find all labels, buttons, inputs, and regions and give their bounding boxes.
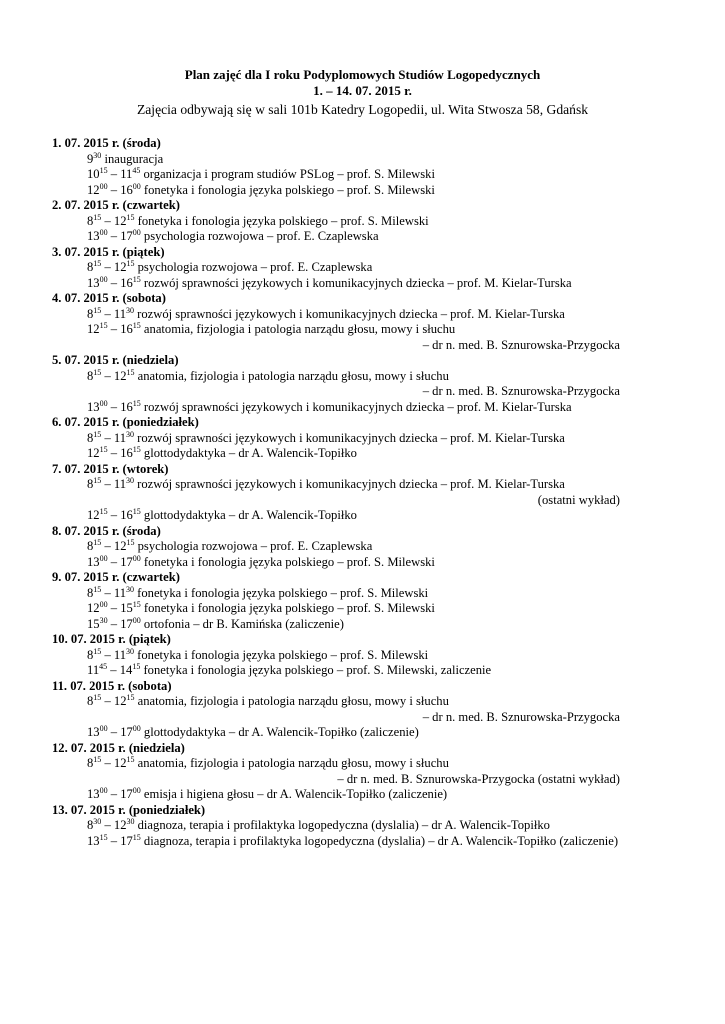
- document-header: [0, 67, 725, 119]
- start-hour: 13: [87, 554, 100, 569]
- end-minutes: 30: [126, 429, 135, 439]
- schedule-entry: [52, 756, 672, 772]
- schedule-entry: [52, 834, 672, 850]
- end-hour: 14: [119, 663, 133, 677]
- entry-text: ortofonia – dr B. Kamińska (zaliczenie): [140, 616, 344, 631]
- day-heading: 10. 07. 2015 r. (piątek): [52, 632, 171, 646]
- schedule-entry: [52, 508, 672, 524]
- start-minutes: 00: [99, 398, 108, 408]
- start-hour: 13: [87, 833, 100, 848]
- start-minutes: 15: [93, 305, 102, 315]
- schedule: [52, 136, 672, 849]
- day-block: [52, 803, 672, 850]
- end-minutes: 15: [126, 212, 135, 222]
- entry-text: anatomia, fizjologia i patologia narządu głosu, mowy i słuchu: [134, 756, 449, 770]
- schedule-entry: [52, 322, 672, 338]
- schedule-entry: [52, 617, 672, 633]
- start-hour: 13: [87, 725, 100, 739]
- time-separator: –: [107, 663, 120, 677]
- start-hour: 12: [87, 446, 100, 460]
- schedule-entry: [52, 694, 672, 710]
- end-minutes: 15: [126, 755, 135, 764]
- start-minutes: 00: [99, 786, 108, 795]
- schedule-entry: [52, 167, 672, 183]
- end-hour: 17: [120, 833, 133, 848]
- start-minutes: 00: [99, 724, 108, 733]
- day-heading: 3. 07. 2015 r. (piątek): [52, 244, 165, 259]
- day-block: [52, 524, 672, 571]
- entry-text: rozwój sprawności językowych i komunikacyjnych dziecka – prof. M. Kielar-Turska: [134, 306, 565, 321]
- start-minutes: 00: [99, 181, 108, 191]
- entry-text: organizacja i program studiów PSLog – prof. S. Milewski: [140, 167, 435, 181]
- day-heading: 11. 07. 2015 r. (sobota): [52, 678, 172, 693]
- entry-text: fonetyka i fonologia języka polskiego – prof. S. Milewski, zaliczenie: [140, 663, 492, 677]
- end-minutes: 15: [126, 693, 135, 702]
- entry-text: glottodydaktyka – dr A. Walencik-Topiłko: [140, 446, 357, 460]
- time-separator: –: [107, 275, 121, 290]
- time-separator: –: [107, 787, 121, 801]
- start-hour: 8: [87, 477, 94, 491]
- schedule-entry: [52, 369, 672, 385]
- entry-text: diagnoza, terapia i profilaktyka logopedyczna (dyslalia) – dr A. Walencik-Topiłko (zaliczenie): [140, 833, 619, 848]
- end-hour: 17: [120, 616, 133, 631]
- entry-text: psychologia rozwojowa – prof. E. Czaplewska: [134, 539, 373, 553]
- day-block: [52, 632, 672, 679]
- time-separator: –: [107, 446, 121, 460]
- end-minutes: 15: [126, 538, 135, 547]
- start-hour: 10: [87, 167, 100, 181]
- schedule-entry: [52, 307, 672, 323]
- end-hour: 11: [113, 306, 127, 321]
- schedule-entry: [52, 446, 672, 462]
- start-minutes: 00: [99, 274, 108, 284]
- start-minutes: 15: [99, 832, 108, 842]
- day-heading: 13. 07. 2015 r. (poniedziałek): [52, 802, 206, 817]
- start-minutes: 00: [99, 228, 108, 237]
- end-hour: 12: [113, 818, 127, 832]
- schedule-entry: [52, 586, 672, 602]
- entry-text: fonetyka i fonologia języka polskiego – prof. S. Milewski: [140, 182, 435, 197]
- start-hour: 8: [87, 585, 94, 600]
- start-minutes: 15: [93, 584, 102, 594]
- entry-text: emisja i higiena głosu – dr A. Walencik-Topiłko (zaliczenie): [140, 787, 448, 801]
- schedule-entry: [52, 431, 672, 447]
- start-minutes: 15: [93, 429, 102, 439]
- day-block: [52, 245, 672, 292]
- entry-continuation: – dr n. med. B. Sznurowska-Przygocka: [422, 384, 620, 398]
- end-minutes: 30: [126, 305, 135, 315]
- end-hour: 16: [120, 322, 133, 336]
- entry-continuation: – dr n. med. B. Sznurowska-Przygocka (ostatni wykład): [337, 771, 620, 786]
- start-minutes: 15: [93, 693, 102, 702]
- entry-text: psychologia rozwojowa – prof. E. Czaplewska: [140, 229, 379, 243]
- schedule-entry: [52, 539, 672, 555]
- start-minutes: 30: [93, 817, 102, 826]
- schedule-entry: [52, 725, 672, 741]
- start-hour: 13: [87, 787, 100, 801]
- end-minutes: 00: [132, 615, 141, 625]
- start-hour: 8: [87, 213, 94, 228]
- start-hour: 13: [87, 399, 100, 414]
- start-hour: 8: [87, 539, 94, 553]
- schedule-entry: [52, 648, 672, 664]
- day-heading: 9. 07. 2015 r. (czwartek): [52, 570, 180, 584]
- start-hour: 13: [87, 275, 100, 290]
- time-separator: –: [101, 430, 114, 445]
- time-separator: –: [101, 213, 114, 228]
- start-hour: 11: [87, 663, 100, 677]
- end-minutes: 00: [132, 553, 141, 563]
- entry-text: fonetyka i fonologia języka polskiego – prof. S. Milewski: [140, 601, 435, 615]
- end-hour: 12: [113, 368, 127, 383]
- end-minutes: 15: [132, 321, 141, 330]
- time-separator: –: [107, 833, 121, 848]
- end-hour: 11: [113, 477, 127, 491]
- start-hour: 13: [87, 229, 100, 243]
- time-separator: –: [107, 399, 121, 414]
- start-minutes: 15: [99, 321, 108, 330]
- end-hour: 11: [113, 585, 127, 600]
- day-block: [52, 136, 672, 198]
- day-heading: 1. 07. 2015 r. (środa): [52, 136, 161, 150]
- start-hour: 12: [87, 322, 100, 336]
- day-block: [52, 415, 672, 462]
- end-hour: 17: [120, 725, 133, 739]
- start-hour: 12: [87, 601, 100, 615]
- time-separator: –: [101, 818, 114, 832]
- start-minutes: 15: [93, 367, 102, 377]
- day-block: [52, 291, 672, 353]
- end-hour: 16: [120, 399, 133, 414]
- end-minutes: 00: [132, 786, 141, 795]
- start-hour: 8: [87, 756, 94, 770]
- start-hour: 12: [87, 182, 100, 197]
- entry-text: rozwój sprawności językowych i komunikacyjnych dziecka – prof. M. Kielar-Turska: [140, 399, 572, 414]
- start-minutes: 15: [99, 166, 108, 175]
- schedule-entry: [52, 183, 672, 199]
- time-separator: –: [107, 616, 121, 631]
- start-hour: 15: [87, 616, 100, 631]
- schedule-entry: [52, 477, 672, 493]
- start-minutes: 15: [93, 476, 102, 485]
- time-separator: –: [101, 260, 114, 274]
- schedule-entry: [52, 663, 672, 679]
- time-separator: –: [107, 508, 121, 522]
- end-minutes: 15: [126, 259, 135, 268]
- time-separator: –: [107, 601, 121, 615]
- entry-text: anatomia, fizjologia i patologia narządu głosu, mowy i słuchu: [134, 694, 449, 708]
- end-hour: 11: [113, 430, 127, 445]
- entry-text: fonetyka i fonologia języka polskiego – prof. S. Milewski: [140, 554, 435, 569]
- start-hour: 8: [87, 647, 94, 662]
- entry-text: anatomia, fizjologia i patologia narządu głosu, mowy i słuchu: [134, 368, 449, 383]
- entry-text: glottodydaktyka – dr A. Walencik-Topiłko (zaliczenie): [140, 725, 419, 739]
- time-separator: –: [101, 694, 114, 708]
- start-minutes: 15: [99, 507, 108, 516]
- day-heading: 8. 07. 2015 r. (środa): [52, 523, 161, 538]
- end-minutes: 15: [132, 832, 141, 842]
- end-hour: 16: [120, 182, 133, 197]
- start-minutes: 00: [99, 553, 108, 563]
- day-heading: 2. 07. 2015 r. (czwartek): [52, 198, 180, 212]
- time-separator: –: [107, 322, 121, 336]
- end-minutes: 15: [132, 445, 141, 454]
- entry-text: inauguracja: [101, 151, 164, 166]
- document-title: Plan zajęć dla I roku Podyplomowych Studiów Logopedycznych: [184, 67, 541, 82]
- start-hour: 8: [87, 818, 94, 832]
- time-separator: –: [107, 229, 121, 243]
- time-separator: –: [101, 585, 114, 600]
- end-hour: 17: [120, 787, 133, 801]
- start-minutes: 15: [93, 538, 102, 547]
- day-block: [52, 353, 672, 415]
- time-separator: –: [107, 167, 121, 181]
- start-hour: 8: [87, 260, 94, 274]
- schedule-entry: [52, 229, 672, 245]
- schedule-entry: [52, 555, 672, 571]
- entry-text: fonetyka i fonologia języka polskiego – prof. S. Milewski: [134, 647, 429, 662]
- end-minutes: 30: [126, 817, 135, 826]
- location-note: Zajęcia odbywają się w sali 101b Katedry Logopedii, ul. Wita Stwosza 58, Gdańsk: [136, 102, 589, 117]
- time-separator: –: [101, 539, 114, 553]
- end-hour: 11: [120, 167, 133, 181]
- entry-text: fonetyka i fonologia języka polskiego – prof. S. Milewski: [134, 213, 429, 228]
- end-minutes: 15: [132, 600, 141, 609]
- start-minutes: 45: [99, 662, 108, 671]
- start-minutes: 15: [93, 259, 102, 268]
- start-hour: 9: [87, 151, 94, 166]
- schedule-entry: [52, 260, 672, 276]
- end-hour: 12: [113, 539, 127, 553]
- end-hour: 12: [113, 260, 127, 274]
- day-block: [52, 741, 672, 803]
- end-minutes: 45: [132, 166, 141, 175]
- end-minutes: 30: [126, 584, 135, 594]
- end-hour: 11: [113, 647, 127, 662]
- end-hour: 16: [120, 508, 133, 522]
- start-hour: 8: [87, 694, 94, 708]
- day-block: [52, 570, 672, 632]
- end-minutes: 15: [132, 662, 141, 671]
- end-minutes: 15: [132, 398, 141, 408]
- entry-continuation: (ostatni wykład): [537, 492, 620, 507]
- time-separator: –: [101, 756, 114, 770]
- start-hour: 8: [87, 368, 94, 383]
- entry-text: rozwój sprawności językowych i komunikacyjnych dziecka – prof. M. Kielar-Turska: [140, 275, 572, 290]
- time-separator: –: [101, 477, 114, 491]
- start-minutes: 15: [93, 755, 102, 764]
- end-hour: 12: [113, 756, 127, 770]
- end-minutes: 15: [132, 507, 141, 516]
- end-minutes: 30: [126, 646, 135, 656]
- day-block: [52, 679, 672, 741]
- schedule-entry: [52, 601, 672, 617]
- schedule-entry: [52, 152, 672, 168]
- entry-text: diagnoza, terapia i profilaktyka logopedyczna (dyslalia) – dr A. Walencik-Topiłko: [134, 818, 550, 832]
- entry-text: fonetyka i fonologia języka polskiego – prof. S. Milewski: [134, 585, 429, 600]
- end-hour: 17: [120, 229, 133, 243]
- day-block: [52, 198, 672, 245]
- start-minutes: 00: [99, 600, 108, 609]
- day-heading: 5. 07. 2015 r. (niedziela): [52, 353, 179, 367]
- entry-continuation: – dr n. med. B. Sznurowska-Przygocka: [422, 337, 620, 352]
- time-separator: –: [107, 554, 121, 569]
- schedule-entry: [52, 276, 672, 292]
- start-minutes: 15: [93, 646, 102, 656]
- time-separator: –: [101, 306, 114, 321]
- schedule-entry: [52, 214, 672, 230]
- time-separator: –: [107, 725, 121, 739]
- entry-text: anatomia, fizjologia i patologia narządu głosu, mowy i słuchu: [140, 322, 456, 336]
- end-minutes: 30: [126, 476, 135, 485]
- time-separator: –: [101, 368, 114, 383]
- start-minutes: 30: [99, 615, 108, 625]
- entry-continuation: – dr n. med. B. Sznurowska-Przygocka: [422, 709, 620, 724]
- end-hour: 16: [120, 275, 133, 290]
- end-hour: 12: [113, 694, 127, 708]
- end-hour: 16: [120, 446, 133, 460]
- schedule-entry: [52, 400, 672, 416]
- end-minutes: 15: [132, 274, 141, 284]
- start-minutes: 15: [99, 445, 108, 454]
- start-hour: 8: [87, 430, 94, 445]
- day-heading: 12. 07. 2015 r. (niedziela): [52, 740, 185, 755]
- end-minutes: 00: [132, 181, 141, 191]
- end-hour: 15: [120, 601, 133, 615]
- day-heading: 4. 07. 2015 r. (sobota): [52, 291, 166, 305]
- entry-text: psychologia rozwojowa – prof. E. Czaplewska: [134, 260, 373, 274]
- end-minutes: 15: [126, 367, 135, 377]
- time-separator: –: [101, 647, 114, 662]
- day-heading: 7. 07. 2015 r. (wtorek): [52, 461, 169, 476]
- entry-text: glottodydaktyka – dr A. Walencik-Topiłko: [140, 508, 357, 522]
- day-block: [52, 462, 672, 524]
- entry-text: rozwój sprawności językowych i komunikacyjnych dziecka – prof. M. Kielar-Turska: [134, 477, 565, 491]
- schedule-entry: [52, 787, 672, 803]
- time-separator: –: [107, 182, 121, 197]
- entry-text: rozwój sprawności językowych i komunikacyjnych dziecka – prof. M. Kielar-Turska: [134, 430, 565, 445]
- start-hour: 8: [87, 306, 94, 321]
- start-minutes: 30: [93, 150, 102, 160]
- day-heading: 6. 07. 2015 r. (poniedziałek): [52, 415, 199, 429]
- end-minutes: 00: [132, 724, 141, 733]
- end-minutes: 00: [132, 228, 141, 237]
- date-range: 1. – 14. 07. 2015 r.: [313, 83, 412, 98]
- start-minutes: 15: [93, 212, 102, 222]
- schedule-entry: [52, 818, 672, 834]
- end-hour: 17: [120, 554, 133, 569]
- end-hour: 12: [113, 213, 127, 228]
- start-hour: 12: [87, 508, 100, 522]
